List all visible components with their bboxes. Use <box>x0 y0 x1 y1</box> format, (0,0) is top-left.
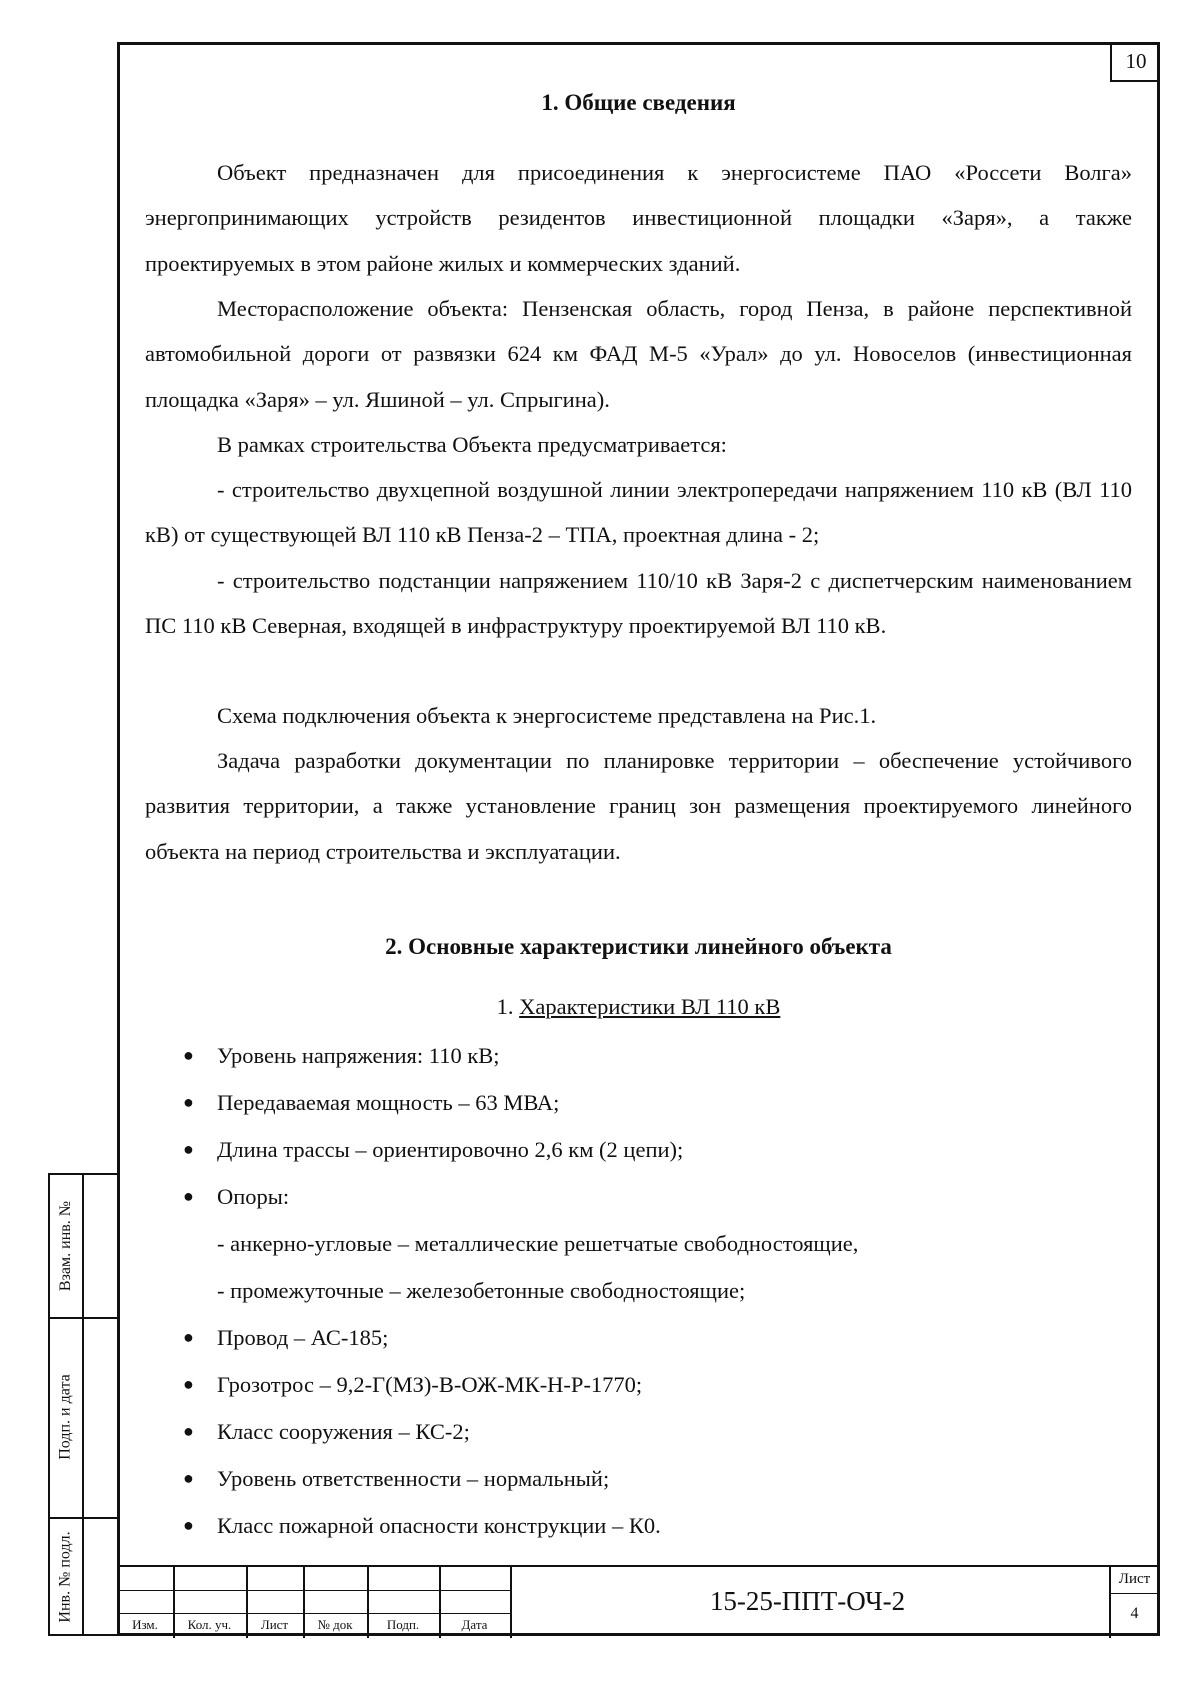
col-ndok: № док <box>317 1617 353 1632</box>
paragraph: - строительство двухцепной воздушной линии электропередачи напряжением 110 кВ (ВЛ 110 кВ) от существующей ВЛ 110 кВ Пенза-2 – ТПА, проектная длина - 2; <box>145 477 1132 548</box>
col-list: Лист <box>260 1617 289 1632</box>
list-item: ● Грозотрос – 9,2-Г(МЗ)-В-ОЖ-МК-Н-Р-1770; <box>145 1361 1132 1408</box>
paragraph: Месторасположение объекта: Пензенская область, город Пенза, в районе перспективной автомобильной дороги от развязки 624 км ФАД М-5 «Урал» до ул. Новоселов (инвестиционная площадка «Заря» – ул. Яшиной – ул. Спрыгина). <box>145 296 1132 412</box>
bullet-icon: ● <box>183 1186 194 1206</box>
support-item: - анкерно-угловые – металлические решетчатые свободностоящие, <box>217 1231 859 1256</box>
top-page-number: 10 <box>1110 42 1160 82</box>
bullet-icon: ● <box>183 1515 194 1535</box>
paragraph: Объект предназначен для присоединения к энергосистеме ПАО «Россети Волга» энергопринимающих устройств резидентов инвестиционной площадки «Заря», а также проектируемых в этом районе жилых и коммерческих зданий. <box>145 160 1132 276</box>
section1-title: 1. Общие сведения <box>541 90 736 115</box>
bullet-icon: ● <box>183 1468 194 1488</box>
paragraph: Задача разработки документации по планировке территории – обеспечение устойчивого развития территории, а также установление границ зон размещения проектируемого линейного объекта на период строительства и эксплуатации. <box>145 748 1132 864</box>
sheet-number: 4 <box>1130 1605 1139 1622</box>
vzam-label: Взам. инв. № <box>57 1200 75 1292</box>
subsection-heading <box>145 984 1132 1029</box>
list-item: ● Класс пожарной опасности конструкции – К0. <box>145 1502 1132 1549</box>
subsection-number: 1. <box>496 994 520 1019</box>
col-data: Дата <box>461 1617 488 1632</box>
bullet-icon: ● <box>183 1421 194 1441</box>
list-item: ● Передаваемая мощность – 63 МВА; <box>145 1079 1132 1126</box>
col-podp: Подп. <box>386 1617 420 1632</box>
bullet-icon: ● <box>183 1327 194 1347</box>
list-item: ● Уровень ответственности – нормальный; <box>145 1455 1132 1502</box>
divider <box>117 1590 512 1591</box>
paragraph: - строительство подстанции напряжением 110/10 кВ Заря-2 с диспетчерским наименованием ПС 110 кВ Северная, входящей в инфраструктуру проектируемой ВЛ 110 кВ. <box>145 568 1132 639</box>
sheet-label: Лист <box>1118 1571 1151 1587</box>
list-item: ● Уровень напряжения: 110 кВ; <box>145 1032 1132 1079</box>
col-kol-uch: Кол. уч. <box>187 1617 232 1632</box>
list-item: ● Опоры: <box>145 1173 1132 1220</box>
divider <box>82 1175 84 1634</box>
paragraph: Схема подключения объекта к энергосистеме представлена на Рис.1. <box>217 703 877 728</box>
list-item: ● Провод – АС-185; <box>145 1314 1132 1361</box>
document-code: 15-25-ППТ-ОЧ-2 <box>709 1586 906 1616</box>
subsection-title: Характеристики ВЛ 110 кВ <box>519 994 781 1019</box>
col-izm: Изм. <box>132 1617 158 1632</box>
support-item: - промежуточные – железобетонные свободностоящие; <box>217 1278 746 1303</box>
podp-label: Подп. и дата <box>57 1374 75 1460</box>
characteristics-list <box>145 1032 1132 1549</box>
inv-label: Инв. № подл. <box>57 1530 75 1623</box>
bullet-icon: ● <box>183 1374 194 1394</box>
divider <box>1109 1593 1160 1594</box>
paragraph: В рамках строительства Объекта предусматривается: <box>217 432 727 457</box>
side-stamp <box>48 1173 117 1636</box>
list-item: ● Длина трассы – ориентировочно 2,6 км (2 цепи); <box>145 1126 1132 1173</box>
list-item: ● Класс сооружения – КС-2; <box>145 1408 1132 1455</box>
bullet-icon: ● <box>183 1045 194 1065</box>
bullet-icon: ● <box>183 1139 194 1159</box>
section2-title: 2. Основные характеристики линейного объекта <box>385 934 892 959</box>
bullet-icon: ● <box>183 1092 194 1112</box>
divider <box>117 1613 512 1614</box>
